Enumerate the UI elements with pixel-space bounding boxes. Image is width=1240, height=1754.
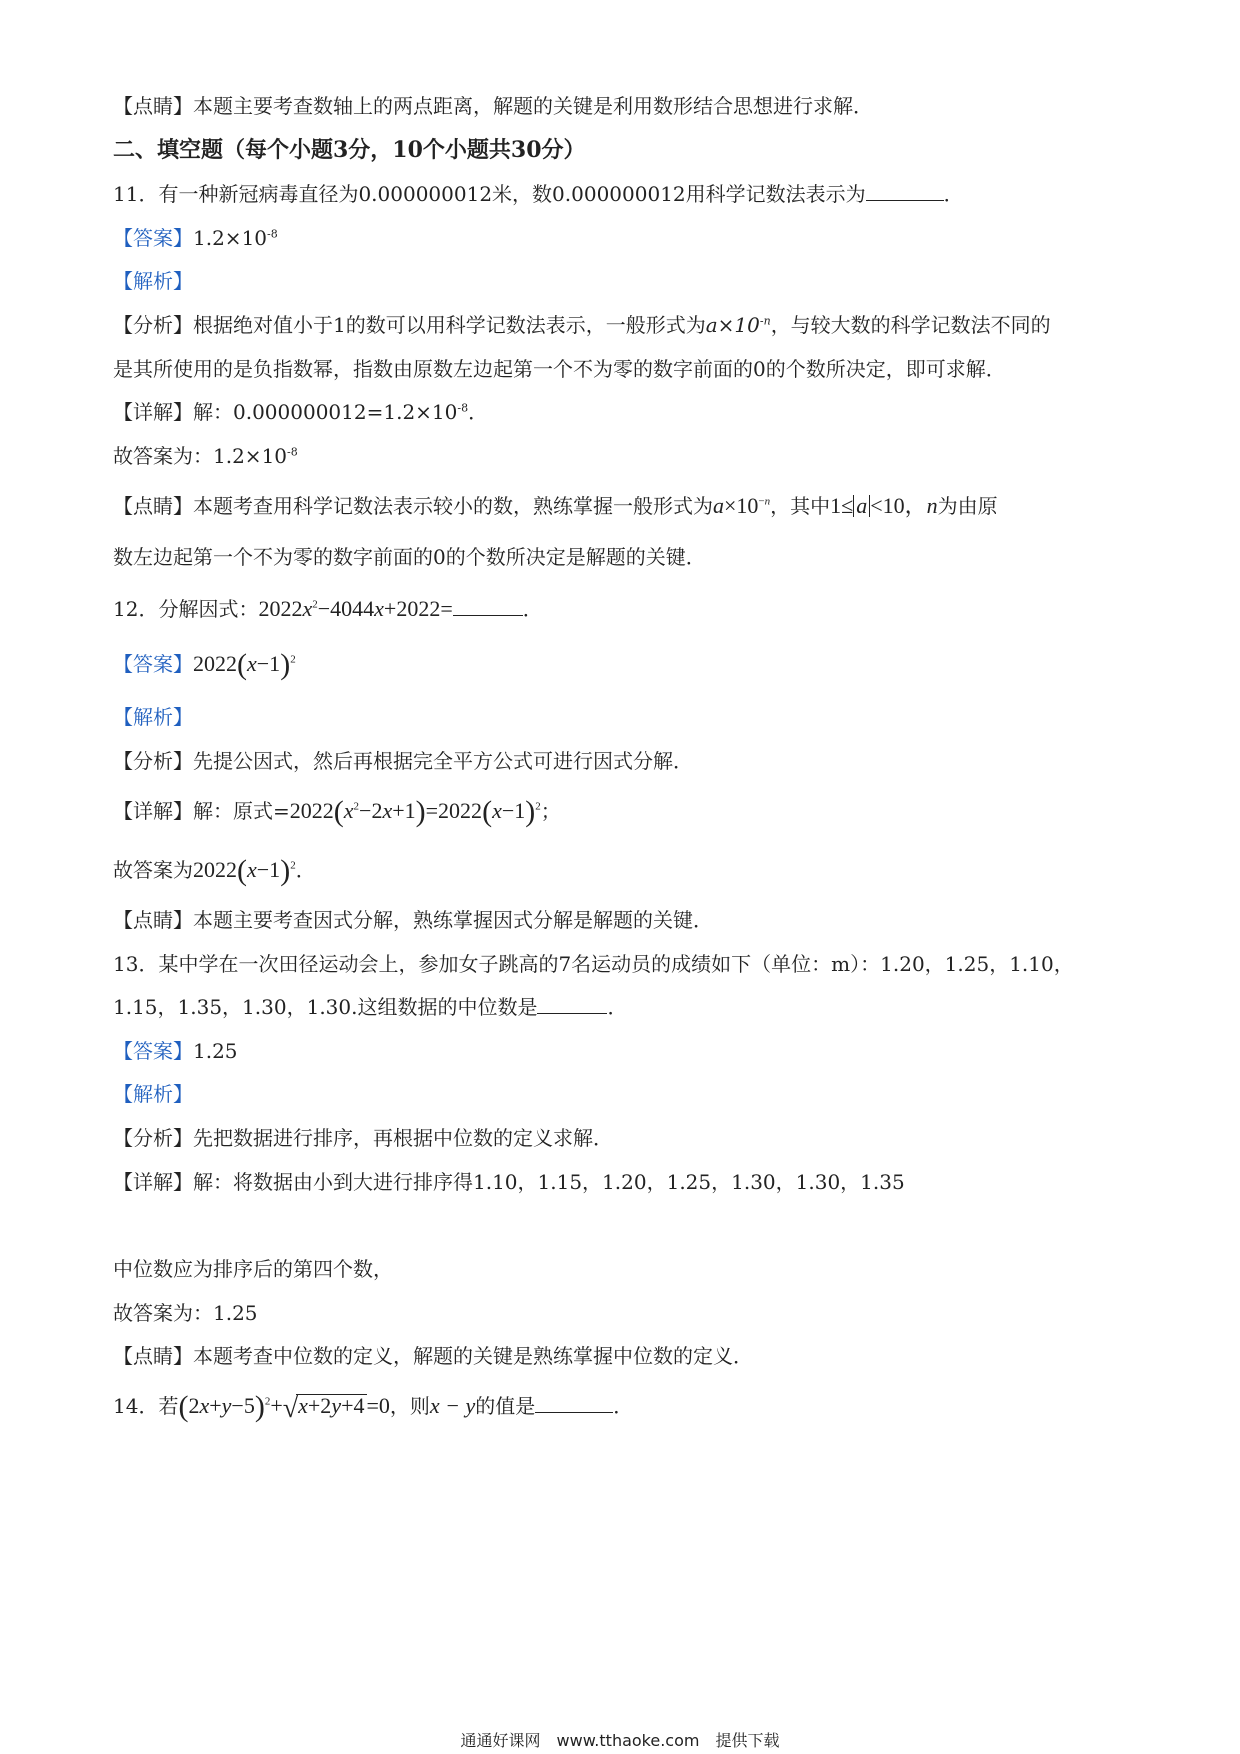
section-heading: 二、填空题（每个小题3分，10个小题共30分）	[113, 137, 586, 163]
answer-blank	[866, 182, 944, 201]
formula-q12: $2022x^2-4044x+2022=$	[258, 596, 453, 621]
q12-fenxi: 【分析】先提公因式，然后再根据完全平方公式可进行因式分解．	[113, 749, 693, 773]
q13-answer: 【答案】1.25	[113, 1039, 238, 1063]
q11-stem: 11．有一种新冠病毒直径为0.000000012米，数0.000000012用科学记数法表示为 ．	[113, 182, 964, 206]
q11-jiexi: 【解析】	[113, 269, 193, 293]
formula-q12-answer: $2022(x-1)^2$	[193, 648, 296, 681]
formula-range: 1≤ a <10，n	[830, 493, 938, 518]
answer-blank	[537, 995, 607, 1014]
page-footer: 通通好课网 www.tthaoke.com 提供下载	[460, 1731, 780, 1750]
answer-blank	[535, 1394, 613, 1413]
q13-fenxi: 【分析】先把数据进行排序，再根据中位数的定义求解．	[113, 1126, 613, 1150]
q13-stem-line2: 1.15，1.35，1.30，1.30.这组数据的中位数是 ．	[113, 995, 628, 1019]
q10-dianjing: 【点睛】本题主要考查数轴上的两点距离，解题的关键是利用数形结合思想进行求解．	[113, 94, 873, 118]
formula-sci-form: $a\times 10^{-n}$	[713, 493, 771, 518]
q13-final-answer: 故答案为：1.25	[113, 1301, 258, 1325]
q11-fenxi-line2: 是其所使用的是负指数幂，指数由原数左边起第一个不为零的数字前面的0的个数所决定，即可求解．	[113, 357, 1006, 381]
q12-jiexi: 【解析】	[113, 705, 193, 729]
q11-final-answer: 故答案为：$1.2\times 10^{-8}$	[113, 444, 298, 468]
formula-q12-final: $2022(x-1)^2$	[193, 854, 296, 887]
q11-dianjing-line2: 数左边起第一个不为零的数字前面的0的个数所决定是解题的关键．	[113, 545, 706, 569]
q13-jiexi: 【解析】	[113, 1082, 193, 1106]
q13-xiangjie: 【详解】解：将数据由小到大进行排序得1.10，1.15，1.20，1.25，1.30，1.30，1.35	[113, 1170, 905, 1194]
q11-dianjing-line1: 【点睛】本题考查用科学记数法表示较小的数，熟练掌握一般形式为$a\times 10^{-n}$，其中1≤ a <10，n为由原	[113, 493, 998, 518]
answer-blank	[453, 597, 523, 616]
formula-q14: $(2x+y-5)^2+√x+2y+4=0$	[178, 1390, 390, 1424]
formula-q12-steps: $2022(x^2-2x+1)=2022(x-1)^2$	[289, 795, 541, 828]
q12-final-answer: 故答案为$2022(x-1)^2$．	[113, 854, 316, 887]
q12-answer: 【答案】$2022(x-1)^2$	[113, 648, 296, 681]
q12-dianjing: 【点睛】本题主要考查因式分解，熟练掌握因式分解是解题的关键．	[113, 908, 713, 932]
formula-q14-target: x − y	[429, 1393, 476, 1418]
q14-stem: 14．若$(2x+y-5)^2+√x+2y+4=0$，则x − y的值是 ．	[113, 1390, 634, 1424]
q13-dianjing: 【点睛】本题考查中位数的定义，解题的关键是熟练掌握中位数的定义．	[113, 1344, 753, 1368]
q11-xiangjie: 【详解】解：$0.000000012=1.2\times 10^{-8}$．	[113, 400, 489, 424]
q11-fenxi-line1: 【分析】根据绝对值小于1的数可以用科学记数法表示，一般形式为$a\times 10^{-n}$，与较大数的科学记数法不同的	[113, 313, 1051, 337]
q12-xiangjie: 【详解】解：原式$=2022(x^2-2x+1)=2022(x-1)^2$；	[113, 795, 561, 828]
q12-stem: 12．分解因式：$2022x^2-4044x+2022=$ ．	[113, 596, 543, 621]
q11-answer: 【答案】$1.2\times 10^{-8}$	[113, 226, 278, 250]
q13-stem-line1: 13．某中学在一次田径运动会上，参加女子跳高的7名运动员的成绩如下（单位：m）：1.20，1.25，1.10，	[113, 952, 1074, 976]
q13-median-note: 中位数应为排序后的第四个数，	[113, 1257, 393, 1281]
